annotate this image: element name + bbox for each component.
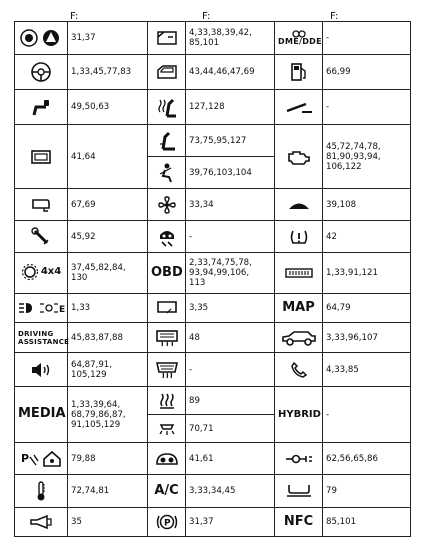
fuel-injector-icon xyxy=(275,22,323,55)
fuse-numbers: - xyxy=(186,221,275,253)
tire-pressure-icon xyxy=(275,221,323,253)
table-row xyxy=(15,508,411,537)
svg-text:P: P xyxy=(21,451,30,465)
column-header-1: F: xyxy=(70,11,79,22)
horn-icon xyxy=(15,508,68,537)
fuse-assignment-table xyxy=(14,21,411,537)
windshield-heating-icon xyxy=(148,353,186,387)
fuse-numbers: 42 xyxy=(323,221,411,253)
svg-text:P: P xyxy=(163,518,171,529)
table-row xyxy=(15,294,411,323)
fuse-numbers: 64,79 xyxy=(323,294,411,323)
table-row xyxy=(15,353,411,387)
nfc-label-cell xyxy=(275,508,323,537)
fuse-numbers: 85,101 xyxy=(323,508,411,537)
fuse-numbers: 45,92 xyxy=(68,221,148,253)
fuse-numbers: 3,33,34,45 xyxy=(186,475,275,508)
table-row xyxy=(15,221,411,253)
speaker-icon xyxy=(15,353,68,387)
fuse-numbers: 1,33,45,77,83 xyxy=(68,55,148,90)
seat-heating-icon xyxy=(148,90,186,125)
table-row xyxy=(15,253,411,294)
obd-label: OBD xyxy=(151,264,183,280)
control-unit-module-icon xyxy=(275,253,323,294)
temperature-icon xyxy=(15,475,68,508)
fuse-numbers: 31,37 xyxy=(186,508,275,537)
table-row xyxy=(15,189,411,221)
fuse-numbers: 45,72,74,78, 81,90,93,94, 106,122 xyxy=(323,125,411,189)
fuse-numbers: 3,35 xyxy=(186,294,275,323)
ac-label: A/C xyxy=(154,482,179,498)
suv-vehicle-icon xyxy=(275,323,323,353)
table-row xyxy=(15,475,411,508)
blower-fan-icon xyxy=(148,189,186,221)
nfc-label: NFC xyxy=(283,513,314,529)
fuse-numbers: 49,50,63 xyxy=(68,90,148,125)
intelligent-safety-icon xyxy=(148,221,186,253)
parking-assist-icon xyxy=(15,443,68,475)
rear-window-defroster-icon xyxy=(148,323,186,353)
parking-brake-icon xyxy=(148,508,186,537)
table-row xyxy=(15,55,411,90)
svg-text:E: E xyxy=(59,305,66,315)
seat-adjust-icon xyxy=(148,125,186,157)
fuse-numbers: - xyxy=(186,353,275,387)
fuse-numbers: 3,33,96,107 xyxy=(323,323,411,353)
dme-dde-label: DME/DDE xyxy=(278,37,322,46)
dsc-off-and-warning-icon xyxy=(15,22,68,55)
table-row xyxy=(15,323,411,353)
fuse-numbers: 89 xyxy=(186,387,275,415)
table-row xyxy=(15,443,411,475)
window-icon xyxy=(148,55,186,90)
headrest-adjust-icon xyxy=(15,90,68,125)
door-icon xyxy=(148,22,186,55)
handle-icon xyxy=(275,475,323,508)
fuse-numbers: 35 xyxy=(68,508,148,537)
fuse-numbers: 67,69 xyxy=(68,189,148,221)
display-screen-icon xyxy=(15,125,68,189)
fuse-numbers: 33,34 xyxy=(186,189,275,221)
fuse-numbers: 45,83,87,88 xyxy=(68,323,148,353)
fuse-numbers: 1,33,91,121 xyxy=(323,253,411,294)
fuse-numbers: 72,74,81 xyxy=(68,475,148,508)
steering-wheel-icon xyxy=(15,55,68,90)
plug-connector-icon xyxy=(275,443,323,475)
media-label: MEDIA xyxy=(18,406,66,421)
fuse-numbers: 70,71 xyxy=(186,415,275,443)
fuse-numbers: 1,33,39,64, 68,79,86,87, 91,105,129 xyxy=(68,387,148,443)
airbag-passenger-icon xyxy=(148,157,186,189)
table-row xyxy=(15,90,411,125)
mirror-icon xyxy=(15,189,68,221)
obd-label-cell xyxy=(148,253,186,294)
fuse-numbers: 48 xyxy=(186,323,275,353)
map-label-cell xyxy=(275,294,323,323)
fuel-pump-icon xyxy=(275,55,323,90)
fuse-numbers: 41,61 xyxy=(186,443,275,475)
column-header-3: F: xyxy=(330,11,339,22)
fuse-numbers: 31,37 xyxy=(68,22,148,55)
fuse-numbers: 39,76,103,104 xyxy=(186,157,275,189)
headlight-and-parking-lights-icon xyxy=(15,294,68,323)
fuse-numbers: 43,44,46,47,69 xyxy=(186,55,275,90)
table-row xyxy=(15,387,411,415)
transfer-case-gear-icon xyxy=(15,253,68,294)
fuse-numbers: 4,33,85 xyxy=(323,353,411,387)
sunroof-icon xyxy=(275,189,323,221)
table-row xyxy=(15,125,411,157)
column-header-2: F: xyxy=(202,11,211,22)
fuse-numbers: 73,75,95,127 xyxy=(186,125,275,157)
interior-light-icon xyxy=(148,415,186,443)
hybrid-label: HYBRID xyxy=(278,408,321,420)
ac-label-cell xyxy=(148,475,186,508)
driving-assistance-label: DRIVING ASSISTANCE xyxy=(18,329,70,346)
fuse-numbers: - xyxy=(323,387,411,443)
fuse-numbers: 4,33,38,39,42, 85,101 xyxy=(186,22,275,55)
telephone-icon xyxy=(275,353,323,387)
hybrid-label-cell xyxy=(275,387,323,443)
driving-assistance-label-cell xyxy=(15,323,68,353)
windshield-wiper-icon xyxy=(275,90,323,125)
fuse-numbers: - xyxy=(323,22,411,55)
fuse-numbers: 79 xyxy=(323,475,411,508)
fuse-numbers: 41,64 xyxy=(68,125,148,189)
fuse-numbers: 2,33,74,75,78, 93,94,99,106, 113 xyxy=(186,253,275,294)
fuse-numbers: 64,87,91, 105,129 xyxy=(68,353,148,387)
map-label: MAP xyxy=(282,299,315,315)
fuse-numbers: 127,128 xyxy=(186,90,275,125)
fuse-numbers: 39,108 xyxy=(323,189,411,221)
instrument-cluster-icon xyxy=(148,443,186,475)
fuse-numbers: 66,99 xyxy=(323,55,411,90)
heating-icon xyxy=(148,387,186,415)
fuse-numbers: 79,88 xyxy=(68,443,148,475)
fuse-numbers: 1,33 xyxy=(68,294,148,323)
fuse-numbers: - xyxy=(323,90,411,125)
engine-icon xyxy=(275,125,323,189)
fuse-numbers: 62,56,65,86 xyxy=(323,443,411,475)
washer-nozzle-icon xyxy=(15,221,68,253)
table-row xyxy=(15,22,411,55)
media-label-cell xyxy=(15,387,68,443)
rear-window-icon xyxy=(148,294,186,323)
4x4-label: 4x4 xyxy=(40,265,62,277)
fuse-numbers: 37,45,82,84, 130 xyxy=(68,253,148,294)
